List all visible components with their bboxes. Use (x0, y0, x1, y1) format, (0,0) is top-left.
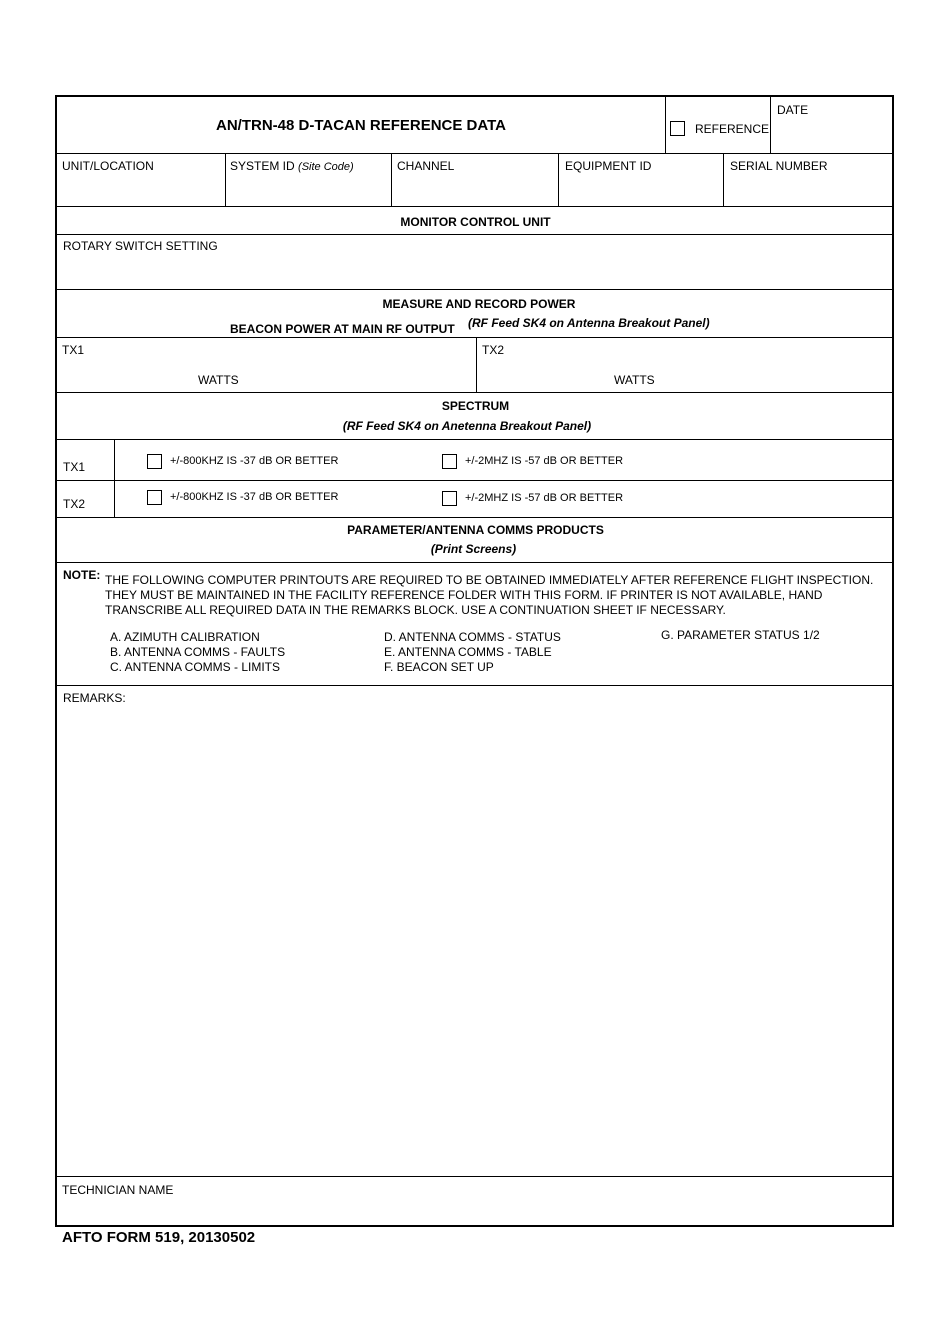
serial-number-label: SERIAL NUMBER (730, 159, 828, 173)
printout-item: C. ANTENNA COMMS - LIMITS (110, 660, 281, 674)
spectrum-heading: SPECTRUM (441, 399, 510, 413)
divider (723, 154, 724, 207)
form-footer: AFTO FORM 519, 20130502 (62, 1229, 256, 1246)
tx2-power-label: TX2 (482, 343, 505, 357)
printout-item: D. ANTENNA COMMS - STATUS (384, 630, 561, 644)
monitor-heading: MONITOR CONTROL UNIT (400, 215, 551, 229)
power-heading: MEASURE AND RECORD POWER (382, 297, 576, 311)
spectrum-row-label: TX2 (63, 497, 86, 511)
reference-label: REFERENCE (695, 122, 770, 136)
remarks-label: REMARKS: (63, 691, 126, 705)
tx1-watts-label: WATTS (198, 373, 239, 387)
power-subheading: BEACON POWER AT MAIN RF OUTPUT (230, 322, 455, 336)
spectrum-subheading: (RF Feed SK4 on Anetenna Breakout Panel) (342, 419, 592, 433)
form-title: AN/TRN-48 D-TACAN REFERENCE DATA (216, 117, 506, 134)
tx1-2mhz-label: +/-2MHZ IS -57 dB OR BETTER (465, 455, 624, 467)
reference-data-form (55, 95, 894, 1227)
date-label: DATE (777, 103, 809, 117)
note-label: NOTE: (63, 568, 101, 582)
tx2-2mhz-label: +/-2MHZ IS -57 dB OR BETTER (465, 492, 624, 504)
divider (57, 480, 892, 481)
tx2-2mhz-checkbox[interactable] (442, 491, 457, 506)
rotary-switch-label: ROTARY SWITCH SETTING (63, 239, 218, 253)
tx1-800khz-label: +/-800KHZ IS -37 dB OR BETTER (170, 455, 339, 467)
divider (57, 685, 892, 686)
note-line: THEY MUST BE MAINTAINED IN THE FACILITY REFERENCE FOLDER WITH THIS FORM. IF PRINTER IS NOT AVAILABLE, HAND (105, 588, 823, 602)
tx2-watts-label: WATTS (614, 373, 655, 387)
divider (476, 338, 477, 393)
reference-checkbox[interactable] (670, 121, 685, 136)
divider (770, 97, 771, 154)
channel-label: CHANNEL (397, 159, 455, 173)
printout-item: G. PARAMETER STATUS 1/2 (661, 628, 820, 642)
divider (665, 97, 666, 154)
divider (114, 440, 115, 518)
tx2-800khz-checkbox[interactable] (147, 490, 162, 505)
tx1-power-label: TX1 (62, 343, 85, 357)
unit-location-label: UNIT/LOCATION (62, 159, 154, 173)
divider (558, 154, 559, 207)
printout-item: F. BEACON SET UP (384, 660, 494, 674)
divider (57, 153, 892, 154)
spectrum-row-label: TX1 (63, 460, 86, 474)
note-line: THE FOLLOWING COMPUTER PRINTOUTS ARE REQUIRED TO BE OBTAINED IMMEDIATELY AFTER REFERENCE FLIGHT INSPECTION. (105, 573, 874, 587)
power-subheading-note: (RF Feed SK4 on Antenna Breakout Panel) (468, 316, 710, 330)
divider (57, 517, 892, 518)
divider (57, 1176, 892, 1177)
system-id-label: SYSTEM ID (Site Code) (230, 159, 354, 173)
printout-item: B. ANTENNA COMMS - FAULTS (110, 645, 286, 659)
divider (57, 562, 892, 563)
products-heading: PARAMETER/ANTENNA COMMS PRODUCTS (347, 523, 604, 537)
divider (57, 392, 892, 393)
divider (57, 289, 892, 290)
divider (57, 439, 892, 440)
equipment-id-label: EQUIPMENT ID (565, 159, 652, 173)
technician-name-label: TECHNICIAN NAME (62, 1183, 174, 1197)
note-line: TRANSCRIBE ALL REQUIRED DATA IN THE REMARKS BLOCK. USE A CONTINUATION SHEET IF NECESSARY. (105, 603, 726, 617)
divider (57, 337, 892, 338)
tx1-2mhz-checkbox[interactable] (442, 454, 457, 469)
products-subheading: (Print Screens) (430, 542, 517, 556)
printout-item: A. AZIMUTH CALIBRATION (110, 630, 260, 644)
tx1-800khz-checkbox[interactable] (147, 454, 162, 469)
divider (57, 206, 892, 207)
divider (57, 234, 892, 235)
divider (225, 154, 226, 207)
tx2-800khz-label: +/-800KHZ IS -37 dB OR BETTER (170, 491, 339, 503)
printout-item: E. ANTENNA COMMS - TABLE (384, 645, 552, 659)
divider (391, 154, 392, 207)
